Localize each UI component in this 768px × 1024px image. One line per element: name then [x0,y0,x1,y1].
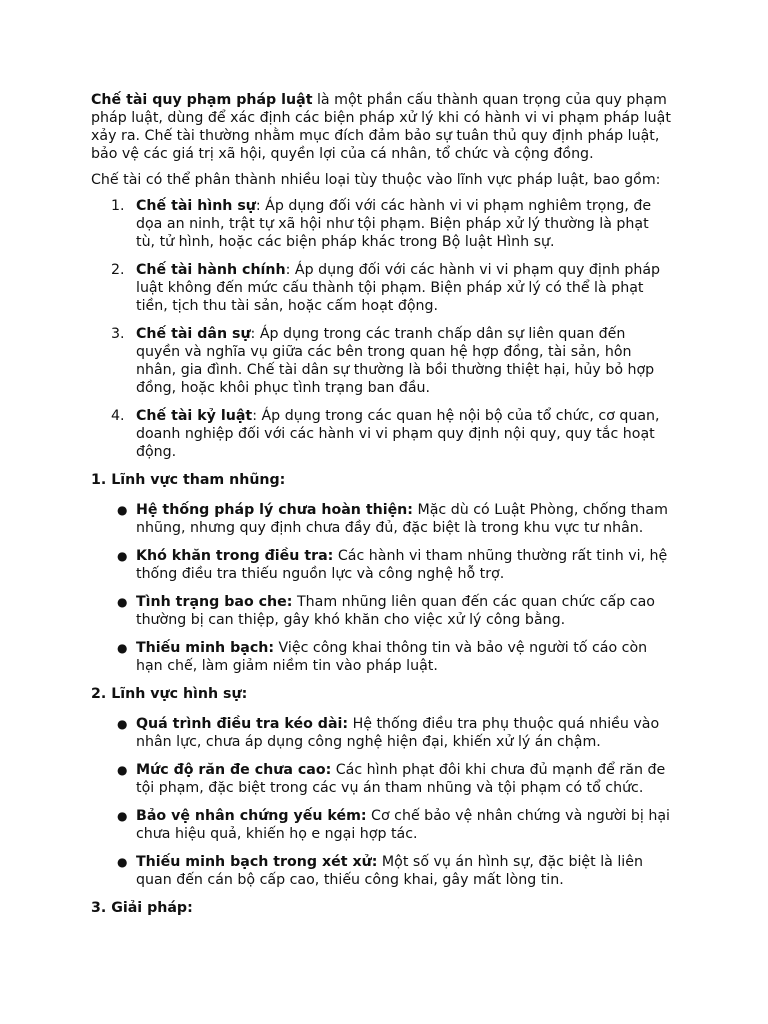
item-term: Thiếu minh bạch trong xét xử: [136,854,378,870]
types-intro: Chế tài có thể phân thành nhiều loại tùy thuộc vào lĩnh vực pháp luật, bao gồm: [91,172,661,188]
sanction-types-list [91,197,672,461]
item-term: Chế tài hành chính [136,262,286,278]
intro-paragraph [91,91,672,163]
criminal-issues-list [91,715,672,889]
item-text: Một số vụ án hình sự, đặc biệt là liên quan đến cán bộ cấp cao, thiếu công khai, gây mất lòng tin. [136,854,643,888]
list-number: 4. [111,408,125,424]
list-item [91,547,672,583]
item-text: Hệ thống điều tra phụ thuộc quá nhiều vào nhân lực, chưa áp dụng công nghệ hiện đại, khiến xử lý án chậm. [136,716,660,750]
bullet-icon: ● [117,717,128,731]
item-text: Cơ chế bảo vệ nhân chứng và người bị hại chưa hiệu quả, khiến họ e ngại hợp tác. [136,808,670,842]
list-item [91,197,672,251]
list-item [91,853,672,889]
list-number: 1. [111,198,125,214]
section-heading-solutions: 3. Giải pháp: [91,900,193,916]
item-text: : Áp dụng trong các tranh chấp dân sự liên quan đến quyền và nghĩa vụ giữa các bên trong quan hệ hợp đồng, tài sản, hôn nhân, gia đình. Chế tài dân sự thường là bồi thường thiệt hại, hủy bỏ hợp đồng, hoặc khôi phục tình trạng ban đầu. [136,326,655,396]
list-item [91,715,672,751]
item-text: : Áp dụng đối với các hành vi vi phạm nghiêm trọng, đe dọa an ninh, trật tự xã hội như tội phạm. Biện pháp xử lý thường là phạt tù, tử hình, hoặc các biện pháp khác trong Bộ luật Hình sự. [136,198,652,250]
bullet-icon: ● [117,763,128,777]
bullet-icon: ● [117,641,128,655]
item-term: Chế tài hình sự [136,198,256,214]
item-term: Tình trạng bao che: [136,594,293,610]
list-number: 2. [111,262,125,278]
item-text: : Áp dụng đối với các hành vi vi phạm quy định pháp luật không đến mức cấu thành tội phạm. Biện pháp xử lý có thể là phạt tiền, tịch thu tài sản, hoặc cấm hoạt động. [136,262,661,314]
intro-bold-term: Chế tài quy phạm pháp luật [91,92,313,108]
item-term: Hệ thống pháp lý chưa hoàn thiện: [136,502,413,518]
list-item [91,325,672,397]
item-text: Mặc dù có Luật Phòng, chống tham nhũng, nhưng quy định chưa đầy đủ, đặc biệt là trong khu vực tư nhân. [136,502,668,536]
list-item [91,407,672,461]
list-item [91,639,672,675]
item-term: Mức độ răn đe chưa cao: [136,762,332,778]
item-term: Bảo vệ nhân chứng yếu kém: [136,808,367,824]
item-text: Tham nhũng liên quan đến các quan chức cấp cao thường bị can thiệp, gây khó khăn cho việc xử lý công bằng. [136,594,655,628]
item-term: Quá trình điều tra kéo dài: [136,716,349,732]
item-text: : Áp dụng trong các quan hệ nội bộ của tổ chức, cơ quan, doanh nghiệp đối với các hành vi vi phạm quy định nội quy, quy tắc hoạt động. [136,408,660,460]
bullet-icon: ● [117,549,128,563]
item-term: Chế tài dân sự [136,326,251,342]
intro-text: là một phần cấu thành quan trọng của quy phạm pháp luật, dùng để xác định các biện pháp xử lý khi có hành vi vi phạm pháp luật xảy ra. Chế tài thường nhằm mục đích đảm bảo sự tuân thủ quy định pháp luật, bảo vệ các giá trị xã hội, quyền lợi của cá nhân, tổ chức và cộng đồng. [91,92,671,162]
list-item [91,501,672,537]
bullet-icon: ● [117,809,128,823]
corruption-issues-list [91,501,672,675]
item-term: Thiếu minh bạch: [136,640,275,656]
item-text: Việc công khai thông tin và bảo vệ người tố cáo còn hạn chế, làm giảm niềm tin vào pháp luật. [136,640,648,674]
list-item [91,761,672,797]
item-text: Các hình phạt đôi khi chưa đủ mạnh để răn đe tội phạm, đặc biệt trong các vụ án tham nhũng và tội phạm có tổ chức. [136,762,666,796]
section-heading-criminal: 2. Lĩnh vực hình sự: [91,686,248,702]
list-item [91,593,672,629]
bullet-icon: ● [117,595,128,609]
bullet-icon: ● [117,503,128,517]
list-number: 3. [111,326,125,342]
item-term: Chế tài kỷ luật [136,408,253,424]
list-item [91,807,672,843]
item-term: Khó khăn trong điều tra: [136,548,334,564]
item-text: Các hành vi tham nhũng thường rất tinh vi, hệ thống điều tra thiếu nguồn lực và công nghệ hỗ trợ. [136,548,668,582]
bullet-icon: ● [117,855,128,869]
section-heading-corruption: 1. Lĩnh vực tham nhũng: [91,472,286,488]
list-item [91,261,672,315]
